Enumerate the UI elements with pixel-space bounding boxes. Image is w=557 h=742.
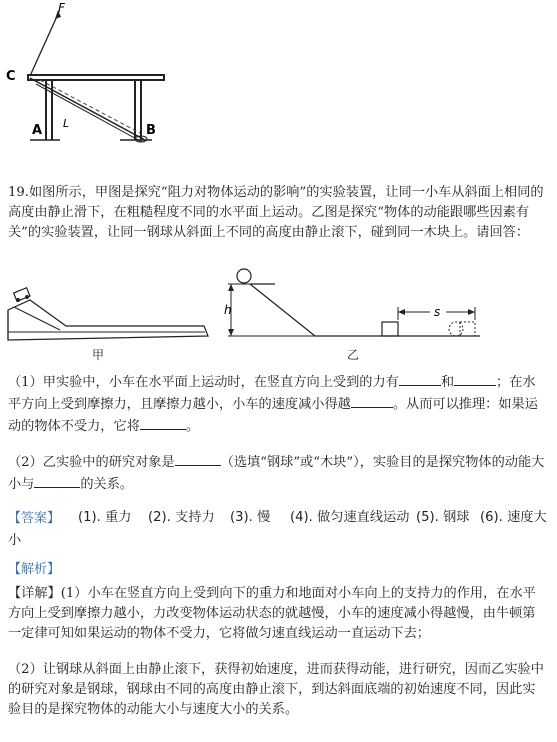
force-label: F: [58, 1, 65, 15]
distance-s-label: s: [434, 305, 441, 319]
answer-item-2: (2). 支持力: [148, 510, 215, 525]
incline-board: [30, 78, 145, 140]
answer-tail: 小: [8, 533, 22, 548]
point-a-label: A: [32, 123, 43, 138]
tabletop: [28, 75, 164, 80]
answer-item-5: (5). 钢球: [416, 510, 470, 525]
answer-blank-2[interactable]: [454, 371, 496, 386]
answer-blank-4[interactable]: [140, 415, 186, 430]
apparatus-jia: [8, 288, 208, 340]
force-arrow: [30, 14, 58, 76]
answer-tag: 【答案】: [8, 511, 61, 526]
analysis-p1: 【详解】(1）小车在竖直方向上受到向下的重力和地面对小车向上的支持力的作用，在水平方向上受到摩擦力越小，力改变物体运动状态的就越慢，小车的速度减小得越慢，由牛顿第一定律可知如果运动的物体不受力，它将做匀速直线运动一直运动下去；: [8, 586, 536, 641]
answer-item-3: (3). 慢: [230, 510, 271, 525]
analysis-tag: 【解析】: [8, 562, 61, 577]
question-number: 19.: [8, 185, 29, 200]
figure-label-jia: 甲: [92, 348, 105, 362]
analysis-p2: （2）让钢球从斜面上由静止滚下，获得初始速度，进而获得动能，进行研究，因而乙实验中的研究对象是钢球，钢球由不同的高度由静止滚下，到达斜面底端的初始速度不同，因此实验目的是探究物体的动能大小与速度大小的关系。: [8, 662, 544, 717]
cart: [14, 288, 30, 302]
height-h-label: h: [224, 303, 232, 317]
apparatus-yi: [224, 269, 480, 336]
answer-item-4: (4). 做匀速直线运动: [290, 510, 410, 525]
answer-blank-5[interactable]: [175, 451, 221, 466]
answer-item-6: (6). 速度大: [480, 510, 547, 525]
part2-text: （2）乙实验中的研究对象是 （选填“钢球”或“木块”），实验目的是探究物体的动能大小与 的关系。: [8, 451, 548, 495]
question-text: 如图所示，甲图是探究“阻力对物体运动的影响”的实验装置，让同一小车从斜面上相同的高度由静止滑下，在粗糙程度不同的水平面上运动。乙图是探究“物体的动能跟哪些因素有关”的实验装置，让同一钢球从斜面上不同的高度由静止滚下，碰到同一木块上。请回答：: [8, 185, 544, 240]
figure-label-yi: 乙: [347, 348, 360, 362]
experiment-figure: [0, 262, 557, 362]
answer-item-1: (1). 重力: [78, 510, 132, 525]
detail-tag: 【详解】: [8, 586, 61, 601]
part1-text: （1）甲实验中，小车在水平面上运动时，在竖直方向上受到的力有 和 ；在水平方向上受到摩擦力，且摩擦力越小，小车的速度减小得越 。从而可以推理：如果运动的物体不受力，它将 。: [8, 371, 548, 437]
question-stem: [8, 183, 548, 243]
top-figure: [0, 0, 200, 150]
point-b-label: B: [146, 123, 156, 138]
point-c-label: C: [6, 69, 16, 84]
answer-blank-3[interactable]: [351, 393, 393, 408]
wood-block: [382, 322, 398, 336]
length-l-label: L: [63, 117, 70, 130]
answer-blank-1[interactable]: [399, 371, 441, 386]
answer-blank-6[interactable]: [34, 473, 80, 488]
steel-ball: [237, 269, 251, 283]
